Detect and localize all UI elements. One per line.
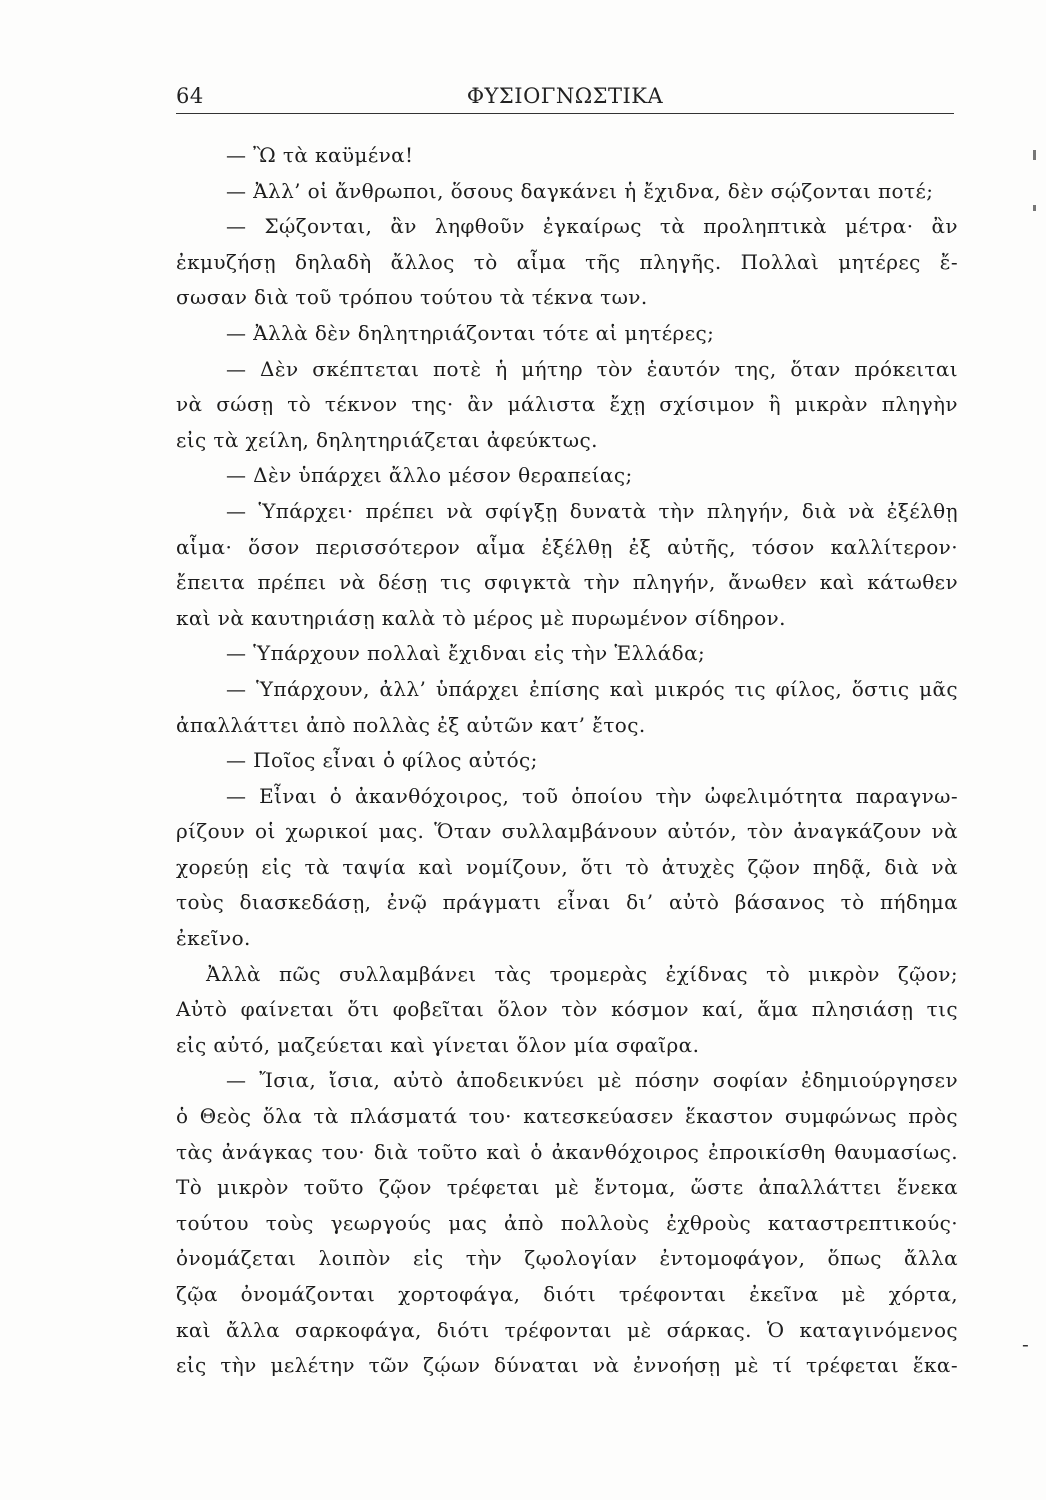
text-line: καὶ νὰ καυτηριάσῃ καλὰ τὸ μέρος μὲ πυρωμένον σίδηρον.: [176, 605, 786, 630]
text-line: σωσαν διὰ τοῦ τρόπου τούτου τὰ τέκνα των.: [176, 285, 648, 310]
running-title: ΦΥΣΙΟΓΝΩΣΤΙΚΑ: [466, 84, 664, 108]
text-line: χορεύῃ εἰς τὰ ταψία καὶ νομίζουν, ὅτι τὸ ἀτυχὲς ζῷον πηδᾷ, διὰ νὰ: [176, 854, 958, 879]
text-line: Αὐτὸ φαίνεται ὅτι φοβεῖται ὅλον τὸν κόσμον καί, ἅμα πλησιάσῃ τις: [176, 997, 958, 1022]
margin-mark: -: [1022, 1332, 1029, 1356]
text-line: ἀπαλλάττει ἀπὸ πολλὰς ἐξ αὐτῶν κατ’ ἔτος.: [176, 712, 646, 737]
text-line: — Δὲν ὑπάρχει ἄλλο μέσον θεραπείας;: [226, 463, 633, 488]
text-line: — Ἀλλ’ οἱ ἄνθρωποι, ὅσους δαγκάνει ἡ ἔχιδνα, δὲν σῴζονται ποτέ;: [226, 178, 934, 203]
text-line: αἷμα· ὅσον περισσότερον αἷμα ἐξέλθῃ ἐξ αὐτῆς, τόσον καλλίτερον·: [176, 534, 958, 559]
text-line: εἰς τὴν μελέτην τῶν ζῴων δύναται νὰ ἐννοήσῃ μὲ τί τρέφεται ἕκα-: [176, 1353, 958, 1378]
text-line: ζῷα ὀνομάζονται χορτοφάγα, διότι τρέφονται ἐκεῖνα μὲ χόρτα,: [176, 1282, 958, 1306]
text-line: ρίζουν οἱ χωρικοί μας. Ὅταν συλλαμβάνουν αὐτόν, τὸν ἀναγκάζουν νὰ: [176, 819, 958, 844]
text-line: — Ποῖος εἶναι ὁ φίλος αὐτός;: [226, 748, 538, 773]
text-line: — Ὑπάρχουν πολλαὶ ἔχιδναι εἰς τὴν Ἑλλάδα;: [226, 641, 706, 666]
text-line: — Εἶναι ὁ ἀκανθόχοιρος, τοῦ ὁποίου τὴν ὠφελιμότητα παραγνω-: [226, 783, 958, 808]
text-line: Ἀλλὰ πῶς συλλαμβάνει τὰς τρομερὰς ἐχίδνας τὸ μικρὸν ζῷον;: [206, 961, 958, 986]
text-line: ὁ Θεὸς ὅλα τὰ πλάσματά του· κατεσκεύασεν ἕκαστον συμφώνως πρὸς: [176, 1104, 958, 1129]
header-rule: [176, 113, 954, 114]
text-line: καὶ ἄλλα σαρκοφάγα, διότι τρέφονται μὲ σάρκας. Ὁ καταγινόμενος: [176, 1317, 958, 1342]
text-line: τοὺς διασκεδάσῃ, ἐνῷ πράγματι εἶναι δι’ αὐτὸ βάσανος τὸ πήδημα: [176, 890, 958, 915]
text-line: — Ὢ τὰ καϋμένα!: [226, 143, 414, 167]
text-line: — Ὑπάρχουν, ἀλλ’ ὑπάρχει ἐπίσης καὶ μικρός τις φίλος, ὅστις μᾶς: [226, 676, 958, 701]
text-line: — Ἀλλὰ δὲν δηλητηριάζονται τότε αἱ μητέρες;: [226, 320, 715, 345]
text-line: ἔπειτα πρέπει νὰ δέσῃ τις σφιγκτὰ τὴν πληγήν, ἄνωθεν καὶ κάτωθεν: [176, 570, 958, 595]
text-line: εἰς αὐτό, μαζεύεται καὶ γίνεται ὅλον μία σφαῖρα.: [176, 1032, 700, 1057]
scan-speck: [1033, 150, 1036, 160]
page-number: 64: [176, 84, 204, 108]
text-line: ὀνομάζεται λοιπὸν εἰς τὴν ζῳολογίαν ἐντομοφάγον, ὅπως ἄλλα: [176, 1246, 958, 1271]
page-header: [176, 84, 954, 114]
text-line: νὰ σώσῃ τὸ τέκνον της· ἂν μάλιστα ἔχῃ σχίσιμον ἢ μικρὰν πληγὴν: [176, 392, 958, 417]
text-line: — Δὲν σκέπτεται ποτὲ ἡ μήτηρ τὸν ἑαυτόν της, ὅταν πρόκειται: [226, 356, 958, 381]
text-line: τὰς ἀνάγκας του· διὰ τοῦτο καὶ ὁ ἀκανθόχοιρος ἐπροικίσθη θαυμασίως.: [176, 1139, 958, 1164]
scan-speck: [1033, 205, 1036, 211]
body-text: [176, 138, 958, 1384]
text-line: — Σῴζονται, ἂν ληφθοῦν ἐγκαίρως τὰ προληπτικὰ μέτρα· ἂν: [226, 214, 958, 239]
text-line: — Ἴσια, ἴσια, αὐτὸ ἀποδεικνύει μὲ πόσην σοφίαν ἐδημιούργησεν: [226, 1068, 958, 1093]
text-line: ἐκεῖνο.: [176, 926, 251, 951]
text-line: — Ὑπάρχει· πρέπει νὰ σφίγξῃ δυνατὰ τὴν πληγήν, διὰ νὰ ἐξέλθῃ: [226, 498, 958, 523]
text-line: εἰς τὰ χείλη, δηλητηριάζεται ἀφεύκτως.: [176, 427, 598, 452]
text-line: ἐκμυζήσῃ δηλαδὴ ἄλλος τὸ αἷμα τῆς πληγῆς. Πολλαὶ μητέρες ἔ-: [176, 249, 958, 274]
text-line: Τὸ μικρὸν τοῦτο ζῷον τρέφεται μὲ ἔντομα, ὥστε ἀπαλλάττει ἕνεκα: [176, 1175, 958, 1200]
text-line: τούτου τοὺς γεωργούς μας ἀπὸ πολλοὺς ἐχθροὺς καταστρεπτικούς·: [176, 1210, 958, 1235]
